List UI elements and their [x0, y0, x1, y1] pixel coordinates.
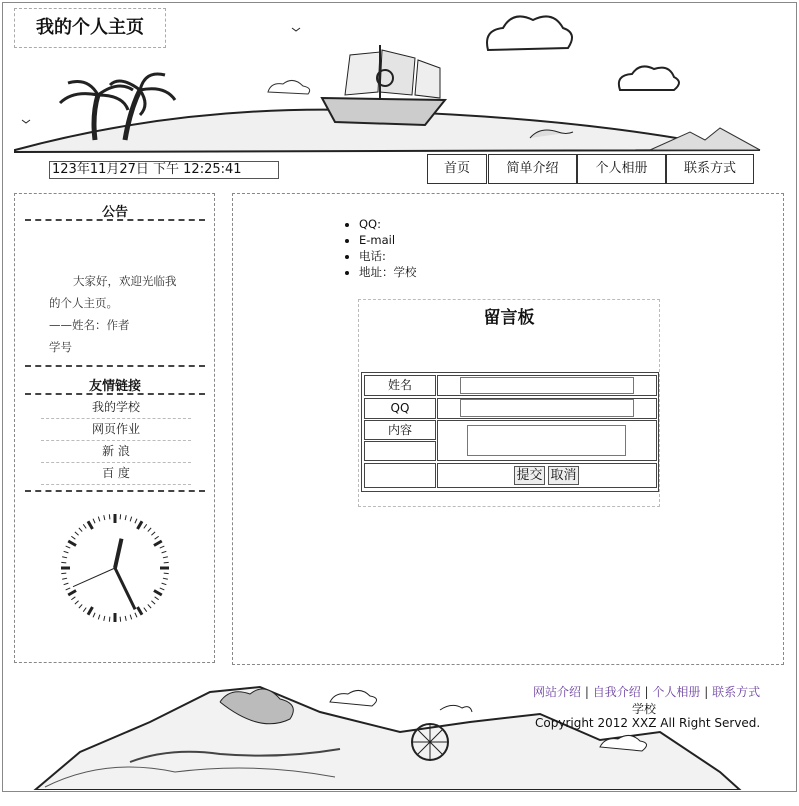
clock-tick	[148, 528, 151, 532]
notice-line: 学号	[49, 340, 72, 354]
clock-tick	[68, 541, 76, 546]
clock-tick	[125, 515, 126, 520]
clock-tick	[98, 615, 100, 620]
clock-tick	[135, 519, 137, 524]
clock-tick	[98, 517, 100, 522]
nav-intro[interactable]: 简单介绍	[488, 154, 577, 184]
clock-tick	[148, 604, 151, 608]
clock-tick	[61, 562, 66, 563]
nav-home[interactable]: 首页	[427, 154, 487, 184]
clock-tick	[79, 604, 82, 608]
main-content	[232, 193, 784, 665]
clock-tick	[130, 615, 132, 620]
analog-clock	[59, 512, 171, 624]
clock-tick	[151, 601, 155, 604]
divider	[25, 490, 205, 492]
clock-tick	[130, 517, 132, 522]
clock-tick	[138, 521, 143, 529]
footer-school: 学校	[632, 702, 657, 716]
clock-tick	[83, 608, 86, 612]
contact-qq: • QQ:	[359, 216, 417, 232]
content-textarea[interactable]	[467, 425, 626, 456]
clock-tick	[64, 551, 69, 553]
clock-tick	[93, 613, 95, 618]
clock-tick	[164, 562, 169, 563]
clock-tick	[66, 546, 71, 548]
clock-tick	[120, 514, 121, 519]
buttons-cell	[437, 463, 657, 488]
friend-link-school[interactable]: 我的学校	[41, 397, 191, 419]
clock-tick	[162, 551, 167, 553]
contact-phone: • 电话:	[359, 248, 417, 264]
clock-tick	[71, 536, 75, 539]
clock-tick	[79, 528, 82, 532]
notice-line: ——姓名：作者	[49, 318, 130, 332]
copyright-text: Copyright 2012 XXZ All Right Served.	[535, 716, 761, 730]
clock-hour-hand	[115, 539, 121, 568]
clock-tick	[163, 578, 168, 579]
clock-tick	[75, 532, 79, 535]
datetime-display: 123年11月27日 下午 12:25:41	[49, 161, 279, 179]
clock-tick	[138, 607, 143, 615]
clock-tick	[144, 608, 147, 612]
notice-line: 的个人主页。	[49, 296, 118, 310]
footer-link-album[interactable]: 个人相册	[652, 685, 701, 699]
name-cell	[437, 375, 657, 396]
footer-link-self[interactable]: 自我介绍	[592, 685, 641, 699]
clock-tick	[120, 617, 121, 622]
links-title: 友情链接	[88, 379, 141, 394]
name-label: 姓名	[364, 375, 436, 396]
contact-email: • E-mail	[359, 232, 417, 248]
clock-tick	[109, 617, 110, 622]
clock-tick	[162, 583, 167, 585]
qq-cell	[437, 398, 657, 419]
clock-tick	[160, 588, 165, 590]
clock-tick	[71, 597, 75, 600]
notice-title: 公告	[101, 205, 128, 220]
contact-list	[339, 216, 417, 280]
clock-tick	[66, 588, 71, 590]
friend-link-homework[interactable]: 网页作业	[41, 419, 191, 441]
clock-tick	[61, 573, 66, 574]
clock-tick	[104, 515, 105, 520]
clock-tick	[93, 519, 95, 524]
nav-album[interactable]: 个人相册	[577, 154, 666, 184]
clock-tick	[88, 607, 93, 615]
content-label: 内容	[364, 420, 436, 440]
clock-tick	[88, 521, 93, 529]
divider	[25, 393, 205, 395]
clock-tick	[135, 613, 137, 618]
clock-tick	[62, 578, 67, 579]
clock-tick	[68, 591, 76, 596]
qq-label: QQ	[364, 398, 436, 419]
contact-address: • 地址：学校	[359, 264, 417, 280]
clock-tick	[125, 616, 126, 621]
submit-button[interactable]: 提交	[514, 466, 545, 485]
clock-tick	[154, 591, 162, 596]
footer-link-contact[interactable]: 联系方式	[712, 685, 761, 699]
content-cell	[437, 420, 657, 461]
nav-contact[interactable]: 联系方式	[666, 154, 754, 184]
clock-tick	[64, 583, 69, 585]
clock-tick	[75, 601, 79, 604]
clock-tick	[155, 597, 159, 600]
site-title: 我的个人主页	[14, 8, 166, 48]
qq-input[interactable]	[460, 399, 634, 417]
friend-link-baidu[interactable]: 百 度	[41, 463, 191, 485]
clock-tick	[144, 524, 147, 528]
clock-second-hand	[73, 568, 115, 587]
footer-link-site[interactable]: 网站介绍	[533, 685, 582, 699]
sidebar	[14, 193, 215, 663]
clock-tick	[163, 557, 168, 558]
clock-tick	[160, 546, 165, 548]
clock-tick	[104, 616, 105, 621]
clock-tick	[62, 557, 67, 558]
clock-tick	[155, 536, 159, 539]
clock-tick	[164, 573, 169, 574]
clock-tick	[151, 532, 155, 535]
friend-link-sina[interactable]: 新 浪	[41, 441, 191, 463]
guestbook-title: 留言板	[483, 308, 535, 328]
clock-minute-hand	[115, 568, 135, 609]
clock-tick	[109, 514, 110, 519]
footer-links: 网站介绍 | 自我介绍 | 个人相册 | 联系方式	[533, 685, 761, 699]
empty-cell	[364, 441, 436, 461]
empty-cell	[364, 463, 436, 488]
clock-tick	[83, 524, 86, 528]
notice-line: 大家好，欢迎光临我	[73, 274, 177, 288]
divider	[25, 219, 205, 221]
cancel-button[interactable]: 取消	[548, 466, 579, 485]
clock-tick	[154, 541, 162, 546]
name-input[interactable]	[460, 377, 634, 394]
guestbook-form	[361, 372, 659, 492]
divider	[25, 365, 205, 367]
guestbook	[358, 299, 660, 507]
